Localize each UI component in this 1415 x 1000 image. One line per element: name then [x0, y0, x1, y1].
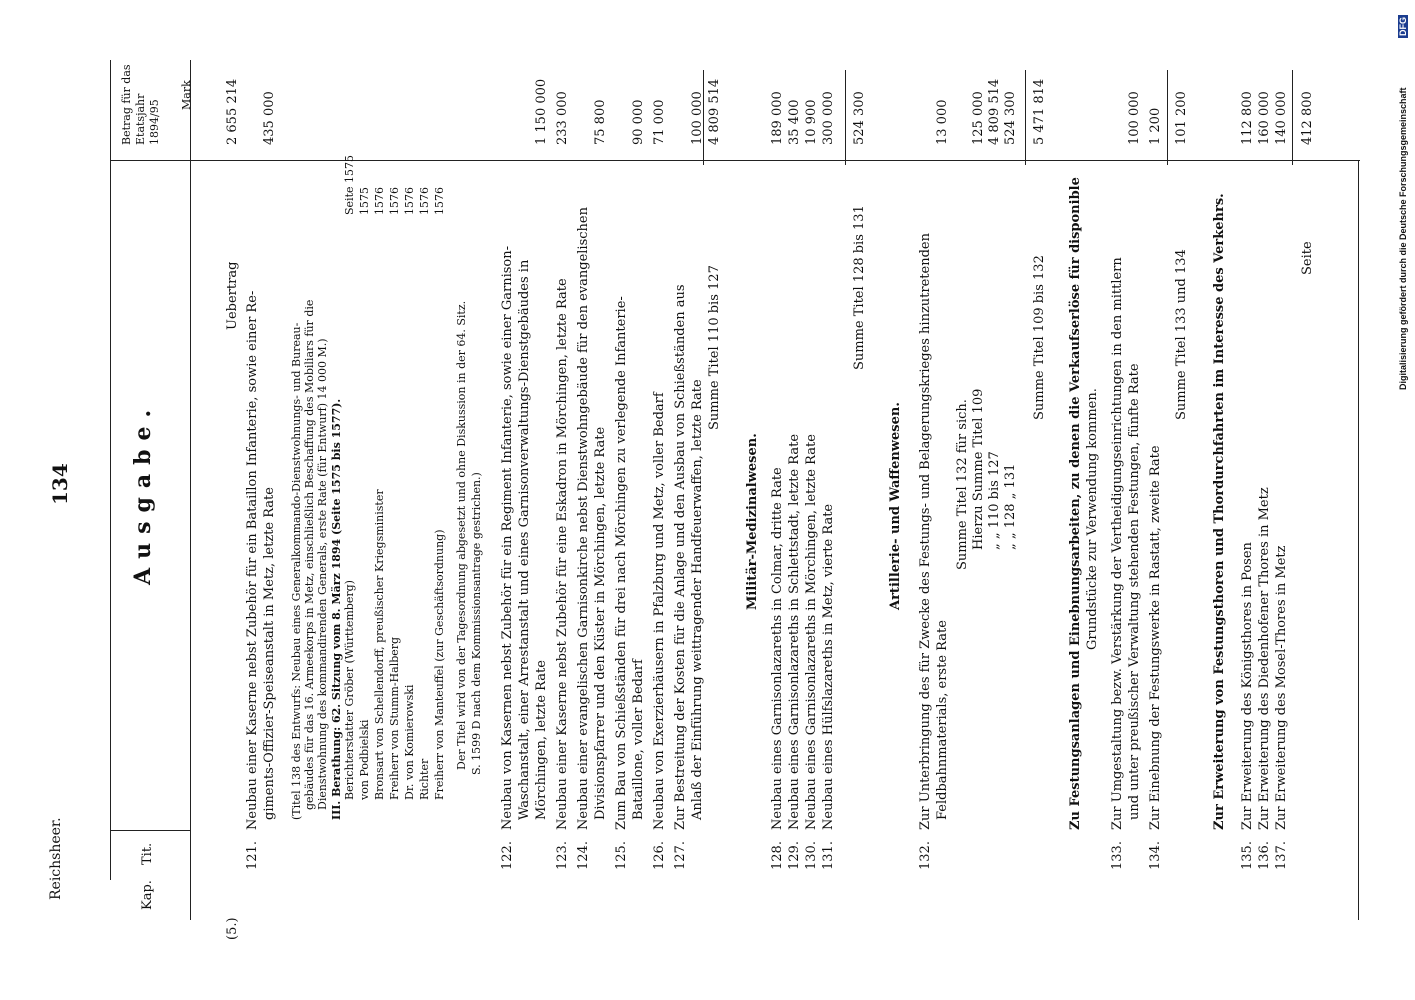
fort-tit: 133.	[1110, 841, 1125, 870]
tit-132-line2: Feldbahnmaterials, erste Rate	[935, 620, 950, 820]
med-tit: 130.	[804, 841, 819, 870]
footer-rule	[1292, 70, 1293, 165]
med-text: Neubau eines Garnisonlazareths in Colmar, dritte Rate	[770, 467, 785, 830]
sum-110-127-rule	[703, 70, 704, 165]
item-amount: 233 000	[555, 91, 570, 145]
uebertrag-label: Uebertrag	[225, 261, 240, 330]
tit-121-tail1: Der Titel wird von der Tagesordnung abgesetzt und ohne Diskussion in der 64. Sitz.	[455, 300, 468, 770]
gate-amount: 160 000	[1257, 91, 1272, 145]
tit-132-amount: 13 000	[935, 99, 950, 145]
item-line: Zum Bau von Schießständen für drei nach Mörchingen zu verlegende Infanterie-	[614, 296, 629, 830]
item-tit: 123.	[555, 841, 570, 870]
section-medical: Militär-Medizinalwesen.	[745, 433, 760, 610]
col-kap-header: Kap.	[140, 880, 155, 910]
table-top-rule	[110, 160, 1360, 161]
speaker-name: von Podbielski	[358, 719, 371, 800]
sum-133-134-amount: 101 200	[1174, 91, 1189, 145]
col-unit-header: Mark	[180, 80, 193, 110]
item-amount: 71 000	[652, 99, 667, 145]
header-rule-kap	[110, 830, 190, 831]
item-amount: 75 800	[593, 99, 608, 145]
sum-132-label: „ „ 110 bis 127	[987, 451, 1002, 550]
sum-133-134-label: Summe Titel 133 und 134	[1174, 249, 1189, 420]
footer-amount: 412 800	[1300, 91, 1315, 145]
item-amount: 1 150 000	[534, 78, 549, 145]
med-text: Neubau eines Garnisonlazareths in Mörchingen, letzte Rate	[804, 434, 819, 830]
tit-121-note3: Dienstwohnung des kommandirenden Generals, erste Rate (für Entwurf) 14 000 M.)	[316, 338, 329, 810]
gate-tit: 137.	[1274, 841, 1289, 870]
section-fortification: Zu Festungsanlagen und Einebnungsarbeiten, zu denen die Verkaufserlöse für disponible	[1068, 177, 1083, 830]
fort-tit: 134.	[1148, 841, 1163, 870]
uebertrag-amount: 2 655 214	[225, 78, 240, 145]
col-betrag-header: Betrag für das Etatsjahr 1894/95	[120, 64, 161, 145]
sum-128-131-rule	[845, 70, 846, 165]
sum-128-131-label: Summe Titel 128 bis 131	[852, 205, 867, 370]
fort-line: Zur Einebnung der Festungswerke in Rastatt, zweite Rate	[1148, 445, 1163, 830]
item-line: Bataillone, voller Bedarf	[631, 659, 646, 820]
item-line: Neubau einer Kaserne nebst Zubehör für eine Eskadron in Mörchingen, letzte Rate	[555, 278, 570, 830]
section-gates: Zur Erweiterung von Festungsthoren und Thordurchfahrten im Interesse des Verkehrs.	[1212, 193, 1227, 830]
item-tit: 122.	[500, 841, 515, 870]
speaker-page: 1576	[388, 187, 401, 215]
fort-amount: 100 000	[1127, 91, 1142, 145]
sum-132-label: Hierzu Summe Titel 109	[971, 388, 986, 550]
speaker-name: Freiherr von Stumm-Halberg	[388, 636, 401, 800]
footer-label: Seite	[1300, 241, 1315, 275]
tit-121-note4: III. Berathung: 62. Sitzung vom 8. März 1894 (Seite 1575 bis 1577).	[330, 398, 343, 820]
tit-121-amount: 435 000	[262, 91, 277, 145]
tit-121-line2: giments-Offizier-Speiseanstalt in Metz, letzte Rate	[262, 487, 277, 820]
gate-amount: 112 800	[1240, 91, 1255, 145]
speaker-page: Seite 1575	[343, 155, 356, 215]
item-tit: 126.	[652, 841, 667, 870]
tit-121-line1: Neubau einer Kaserne nebst Zubehör für ein Bataillon Infanterie, sowie einer Re-	[245, 290, 260, 830]
sum-109-132-rule	[1025, 70, 1026, 165]
speaker-name: Berichterstatter Gröber (Württemberg)	[343, 580, 356, 800]
kap-tit-rule	[190, 60, 191, 920]
item-tit: 124.	[576, 841, 591, 870]
med-amount: 10 900	[804, 99, 819, 145]
sum-110-127-amount: 4 809 514	[707, 78, 722, 145]
sum-132-label: Summe Titel 132 für sich.	[955, 399, 970, 570]
item-amount: 100 000	[690, 91, 705, 145]
col-tit-header: Tit.	[140, 842, 155, 865]
gate-tit: 136.	[1257, 841, 1272, 870]
gate-text: Zur Erweiterung des Königsthores in Posen	[1240, 542, 1255, 830]
sum-128-131-amount: 524 300	[852, 91, 867, 145]
sum-110-127-label: Summe Titel 110 bis 127	[707, 265, 722, 430]
sum-132-amount: 524 300	[1003, 91, 1018, 145]
med-amount: 189 000	[770, 91, 785, 145]
item-line: Zur Bestreitung der Kosten für die Anlage und den Ausbau von Schießständen aus	[673, 284, 688, 830]
dfg-logo: DFG	[1398, 17, 1408, 36]
item-line: Anlaß der Einführung weittragender Handfeuerwaffen, letzte Rate	[690, 379, 705, 820]
tit-121-tail2: S. 1599 D nach dem Kommissionsantrage gestrichen.)	[470, 472, 483, 775]
desc-top-rule	[110, 60, 111, 880]
med-tit: 128.	[770, 841, 785, 870]
med-text: Neubau eines Garnisonlazareths in Schlettstadt, letzte Rate	[787, 433, 802, 830]
sum-109-132-amount: 5 471 814	[1032, 78, 1047, 145]
speaker-name: Bronsart von Schellendorff, preußischer Kriegsminister	[373, 489, 386, 800]
med-amount: 35 400	[787, 99, 802, 145]
tit-121-note2: gebäudes für das 16. Armeekorps in Metz, einschließlich Beschaffung des Mobiliars für die	[303, 299, 316, 810]
main-heading: Ausgabe.	[130, 400, 156, 585]
med-text: Neubau eines Hülfslazareths in Metz, vierte Rate	[821, 503, 836, 830]
item-line: Mörchingen, letzte Rate	[534, 660, 549, 820]
section-fortification-2: Grundstücke zur Verwendung kommen.	[1085, 388, 1100, 650]
tit-121-note1: (Titel 138 des Entwurfs: Neubau eines Generalkommando-Dienstwohnungs- und Bureau-	[290, 322, 303, 820]
fort-line: und unter preußischer Verwaltung stehenden Festungen, fünfte Rate	[1127, 363, 1142, 820]
med-tit: 129.	[787, 841, 802, 870]
kapitel-marker: (5.)	[225, 917, 240, 940]
sum-133-134-rule	[1167, 70, 1168, 165]
tit-132-line1: Zur Unterbringung des für Zwecke des Festungs- und Belagerungskrieges hinzutretenden	[918, 233, 933, 830]
sum-132-amount: 125 000	[971, 91, 986, 145]
digitization-note: Digitalisierung gefördert durch die Deutsche Forschungsgemeinschaft	[1398, 87, 1408, 390]
tit-132-number: 132.	[918, 841, 933, 870]
running-head: Reichsheer.	[48, 817, 64, 900]
speaker-page: 1576	[373, 187, 386, 215]
speaker-page: 1576	[433, 187, 446, 215]
speaker-page: 1576	[418, 187, 431, 215]
tit-121-number: 121.	[245, 841, 260, 870]
gate-text: Zur Erweiterung des Mosel-Thores in Metz	[1274, 545, 1289, 830]
item-amount: 90 000	[631, 99, 646, 145]
speaker-name: Freiherr von Manteuffel (zur Geschäftsordnung)	[433, 529, 446, 800]
item-line: Neubau einer evangelischen Garnisonkirche nebst Dienstwohngebäude für den evangelischen	[576, 207, 591, 830]
sum-132-label: „ „ 128 „ 131	[1003, 463, 1018, 550]
item-tit: 125.	[614, 841, 629, 870]
right-rule	[1358, 160, 1359, 920]
speaker-page: 1575	[358, 187, 371, 215]
item-line: Neubau von Kasernen nebst Zubehör für ein Regiment Infanterie, sowie einer Garnison-	[500, 246, 515, 830]
speaker-page: 1576	[403, 187, 416, 215]
gate-amount: 140 000	[1274, 91, 1289, 145]
sum-109-132-label: Summe Titel 109 bis 132	[1032, 255, 1047, 420]
item-line: Neubau von Exerzierhäusern in Pfalzburg und Metz, voller Bedarf	[652, 392, 667, 830]
page-number: 134	[48, 463, 72, 505]
gate-tit: 135.	[1240, 841, 1255, 870]
med-tit: 131.	[821, 841, 836, 870]
item-line: Waschanstalt, einer Arrestanstalt und eines Garnisonverwaltungs-Dienstgebäudes in	[517, 259, 532, 820]
med-amount: 300 000	[821, 91, 836, 145]
fort-line: Zur Umgestaltung bezw. Verstärkung der Vertheidigungseinrichtungen in den mittlern	[1110, 257, 1125, 830]
item-tit: 127.	[673, 841, 688, 870]
section-artillery: Artillerie- und Waffenwesen.	[888, 402, 903, 610]
speaker-name: Dr. von Komierowski	[403, 684, 416, 800]
speaker-name: Richter	[418, 758, 431, 800]
item-line: Divisionspfarrer und den Küster in Mörchingen, letzte Rate	[593, 426, 608, 820]
sum-132-amount: 4 809 514	[987, 78, 1002, 145]
gate-text: Zur Erweiterung des Diedenhofener Thores in Metz	[1257, 487, 1272, 830]
fort-amount: 1 200	[1148, 107, 1163, 145]
